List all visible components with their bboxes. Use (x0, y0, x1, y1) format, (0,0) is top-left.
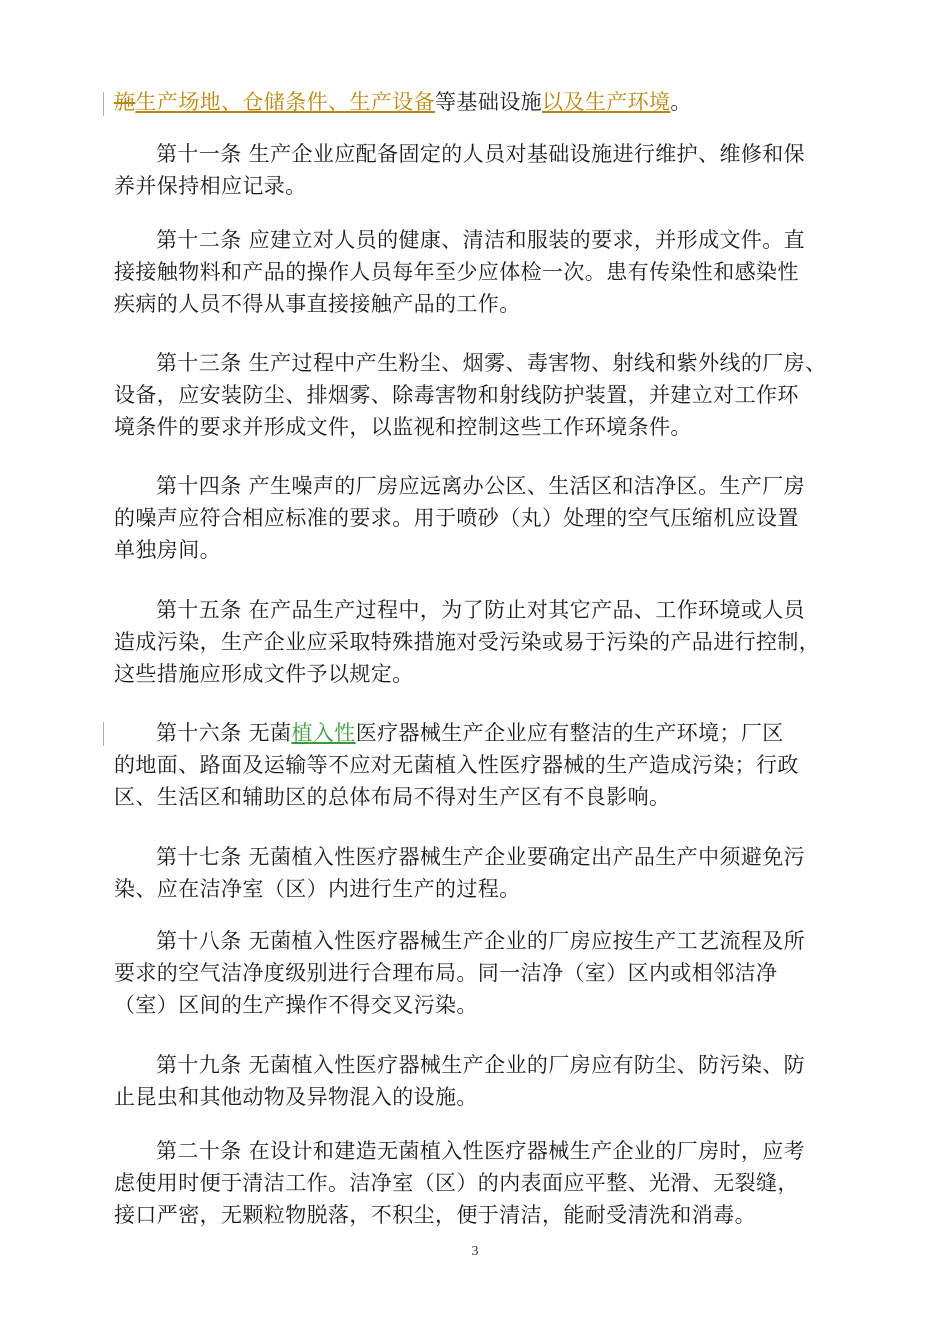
text-run: 的地面、路面及运输等不应对无菌植入性医疗器械的生产造成污染；行政 (114, 753, 799, 777)
paragraph-art12 (114, 224, 844, 320)
text-run: 这些措施应形成文件予以规定。 (114, 662, 414, 686)
text-line (114, 1199, 844, 1231)
paragraph-art14 (114, 470, 844, 566)
text-line (114, 86, 844, 118)
text-line (114, 1167, 844, 1199)
inserted-text: 植入性 (291, 721, 356, 745)
text-line (114, 594, 844, 626)
text-line (114, 138, 844, 170)
inserted-text: 生产场地、仓储条件、生产设备 (135, 90, 436, 114)
text-run: 养并保持相应记录。 (114, 174, 307, 198)
text-line (114, 1081, 844, 1113)
text-run: 第十七条 无菌植入性医疗器械生产企业要确定出产品生产中须避免污 (156, 845, 806, 869)
paragraph-art20 (114, 1135, 844, 1231)
paragraph-art19 (114, 1049, 844, 1113)
text-run: 造成污染，生产企业应采取特殊措施对受污染或易于污染的产品进行控制， (114, 630, 821, 654)
text-line (114, 502, 844, 534)
text-run: 第二十条 在设计和建造无菌植入性医疗器械生产企业的厂房时，应考 (156, 1139, 806, 1163)
text-line (114, 925, 844, 957)
text-run: 止昆虫和其他动物及异物混入的设施。 (114, 1085, 478, 1109)
revision-change-bar (103, 722, 104, 746)
text-line (114, 717, 844, 749)
text-line (114, 873, 844, 905)
text-run: 第十一条 生产企业应配备固定的人员对基础设施进行维护、维修和保 (156, 142, 806, 166)
text-line (114, 989, 844, 1021)
text-line (114, 170, 844, 202)
text-run: 单独房间。 (114, 538, 221, 562)
text-line (114, 749, 844, 781)
text-run: 第十九条 无菌植入性医疗器械生产企业的厂房应有防尘、防污染、防 (156, 1053, 806, 1077)
text-line (114, 841, 844, 873)
text-run: 区、生活区和辅助区的总体布局不得对生产区有不良影响。 (114, 785, 671, 809)
text-run: 医疗器械生产企业应有整洁的生产环境；厂区 (355, 721, 784, 745)
paragraph-art11 (114, 138, 844, 202)
revision-change-bar (103, 92, 104, 116)
text-run: 染、应在洁净室（区）内进行生产的过程。 (114, 877, 521, 901)
paragraph-art16 (114, 717, 844, 813)
text-line (114, 1049, 844, 1081)
paragraph-cont (114, 86, 844, 118)
text-run: 的噪声应符合相应标准的要求。用于喷砂（丸）处理的空气压缩机应设置 (114, 506, 799, 530)
text-run: 第十六条 无菌 (156, 721, 292, 745)
text-line (114, 288, 844, 320)
paragraph-art13 (114, 347, 844, 443)
text-run: 第十四条 产生噪声的厂房应远离办公区、生活区和洁净区。生产厂房 (156, 474, 806, 498)
text-run: 。 (670, 90, 692, 114)
text-run: 疾病的人员不得从事直接接触产品的工作。 (114, 292, 521, 316)
paragraph-art18 (114, 925, 844, 1021)
inserted-text: 以及生产环境 (542, 90, 671, 114)
text-run: 等基础设施 (435, 90, 543, 114)
text-line (114, 626, 844, 658)
text-line (114, 224, 844, 256)
page-number: 3 (471, 1244, 479, 1259)
text-run: 设备，应安装防尘、排烟雾、除毒害物和射线防护装置，并建立对工作环 (114, 383, 799, 407)
text-line (114, 781, 844, 813)
text-run: 境条件的要求并形成文件，以监视和控制这些工作环境条件。 (114, 415, 692, 439)
text-run: 第十二条 应建立对人员的健康、清洁和服装的要求，并形成文件。直 (156, 228, 806, 252)
text-run: 第十五条 在产品生产过程中，为了防止对其它产品、工作环境或人员 (156, 598, 806, 622)
text-line (114, 379, 844, 411)
text-line (114, 470, 844, 502)
deleted-text: 施 (114, 90, 136, 114)
text-run: 第十三条 生产过程中产生粉尘、烟雾、毒害物、射线和紫外线的厂房、 (156, 351, 827, 375)
text-run: 虑使用时便于清洁工作。洁净室（区）的内表面应平整、光滑、无裂缝， (114, 1171, 799, 1195)
text-line (114, 957, 844, 989)
paragraph-art15 (114, 594, 844, 690)
text-run: 第十八条 无菌植入性医疗器械生产企业的厂房应按生产工艺流程及所 (156, 929, 806, 953)
text-line (114, 658, 844, 690)
text-line (114, 347, 844, 379)
text-line (114, 256, 844, 288)
text-run: 接接触物料和产品的操作人员每年至少应体检一次。患有传染性和感染性 (114, 260, 799, 284)
text-run: （室）区间的生产操作不得交叉污染。 (114, 993, 478, 1017)
paragraph-art17 (114, 841, 844, 905)
text-run: 接口严密，无颗粒物脱落，不积尘，便于清洁，能耐受清洗和消毒。 (114, 1203, 756, 1227)
text-line (114, 411, 844, 443)
text-run: 要求的空气洁净度级别进行合理布局。同一洁净（室）区内或相邻洁净 (114, 961, 778, 985)
text-line (114, 534, 844, 566)
text-line (114, 1135, 844, 1167)
